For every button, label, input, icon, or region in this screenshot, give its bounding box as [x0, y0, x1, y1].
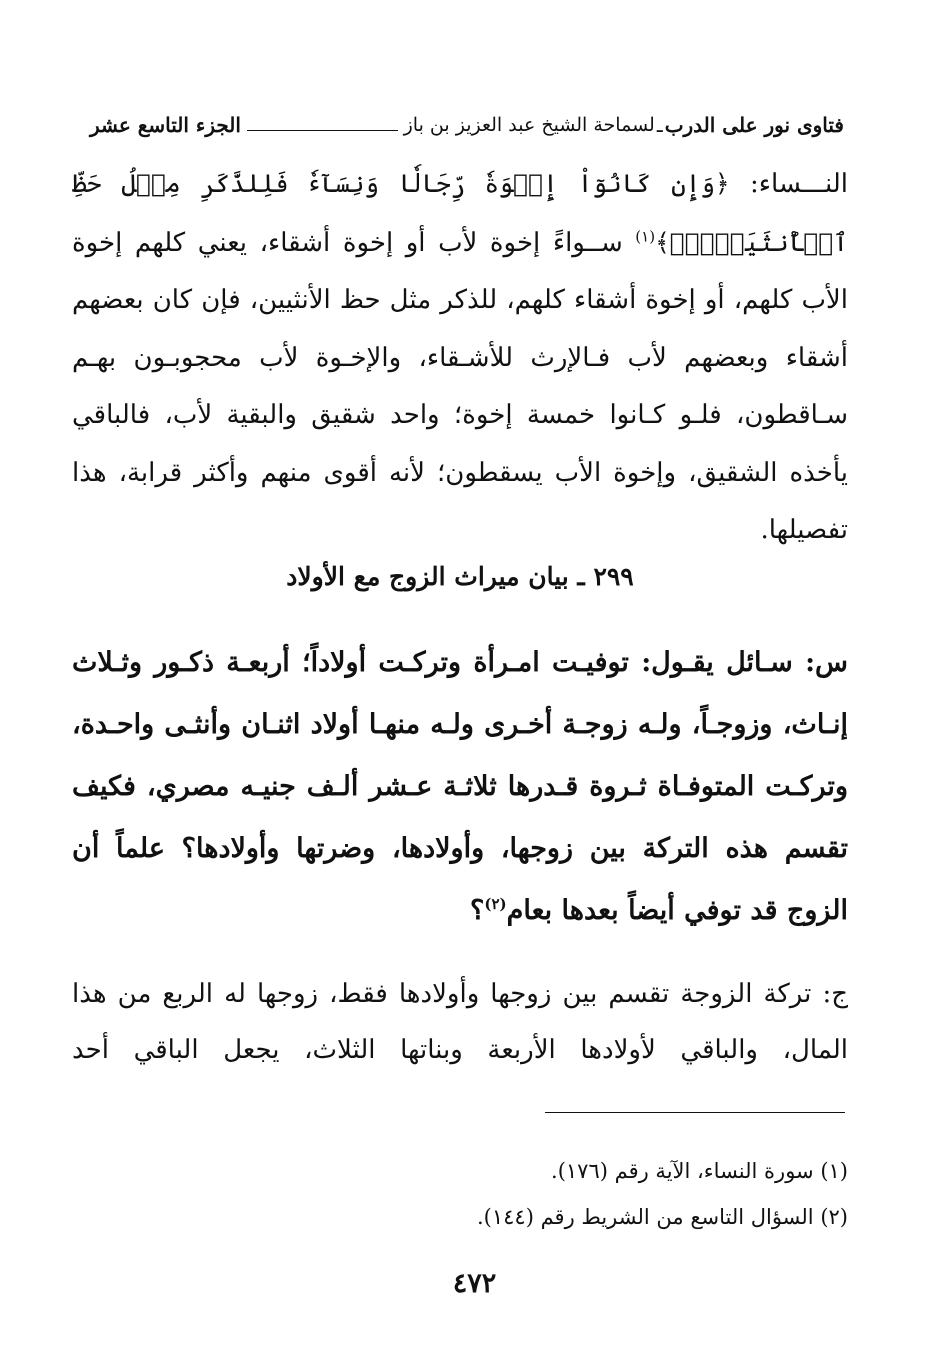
question-paragraph — [72, 632, 848, 942]
book-title: فتاوى نور على الدرب — [664, 113, 844, 137]
footnote-2: (٢) السؤال التاسع من الشريط رقم (١٤٤). — [476, 1205, 848, 1229]
running-header — [90, 108, 844, 142]
body-paragraph — [72, 155, 848, 560]
footnote-1: (١) سورة النساء، الآية رقم (١٧٦). — [551, 1159, 848, 1183]
quran-verse: ﴿وَإِن كَانُوٓاْ إِخۡوَةٗ رِّجَالٗا وَنِسَآءٗ فَلِلذَّكَرِ مِثۡلُ حَظِّ ٱلۡأُنثَيَيۡنِۗ﴾ — [72, 169, 848, 257]
question-text: س: سـائل يقـول: توفيـت امـرأة وتركـت أولاداً؛ أربعـة ذكـور وثـلاث إنـاث، وزوجـاً، ولـه زوجـة أخـرى ولـه منهـا أولاد اثنـان وأنثـى واحـدة، وتركـت المتوفـاة ثـروة قـدرها ثلاثـة عـشر ألـف جنيـه مصري، فكيف تقسم هذه التركة بين زوجها، وأولادها، وضرتها وأولادها؟ علماً أن الزوج قد توفي أيضاً بعدها بعام — [72, 647, 848, 926]
header-separator: ـ — [656, 113, 663, 137]
volume-label: الجزء التاسع عشر — [90, 113, 241, 137]
footnotes — [72, 1148, 848, 1240]
body-text: ســواءً إخوة لأب أو إخوة أشقاء، يعني كلهم إخوة الأب كلهم، أو إخوة أشقاء كلهم، للذكر مثل حظ الأنثيين، فإن كان بعضهم أشقاء وبعضهم لأب فـالإرث للأشـقاء، والإخـوة لأب محجوبـون بهـم سـاقطون، فلـو كـانوا خمسة إخوة؛ واحد شقيق والبقية لأب، فالباقي يأخذه الشقيق، وإخوة الأب يسقطون؛ لأنه أقوى منهم وأكثر قرابة، هذا تفصيلها. — [72, 227, 848, 545]
footnote-ref-2: (٢) — [484, 895, 507, 913]
page-number: ٤٧٢ — [452, 1268, 497, 1299]
header-rule — [247, 130, 398, 131]
author-name: لسماحة الشيخ عبد العزيز بن باز — [403, 114, 655, 136]
answer-paragraph: ج: تركة الزوجة تقسم بين زوجها وأولادها فقط، زوجها له الربع من هذا المال، والباقي لأولادها الأربعة وبناتها الثلاث، يجعل الباقي أحد — [72, 979, 848, 1065]
footnote-ref-1: (١) — [635, 226, 656, 245]
footnote-divider — [545, 1112, 845, 1113]
body-lead: النـــساء: — [729, 169, 848, 199]
question-end: ؟ — [470, 895, 485, 926]
section-title: ٢٩٩ ـ بيان ميراث الزوج مع الأولاد — [286, 562, 634, 591]
